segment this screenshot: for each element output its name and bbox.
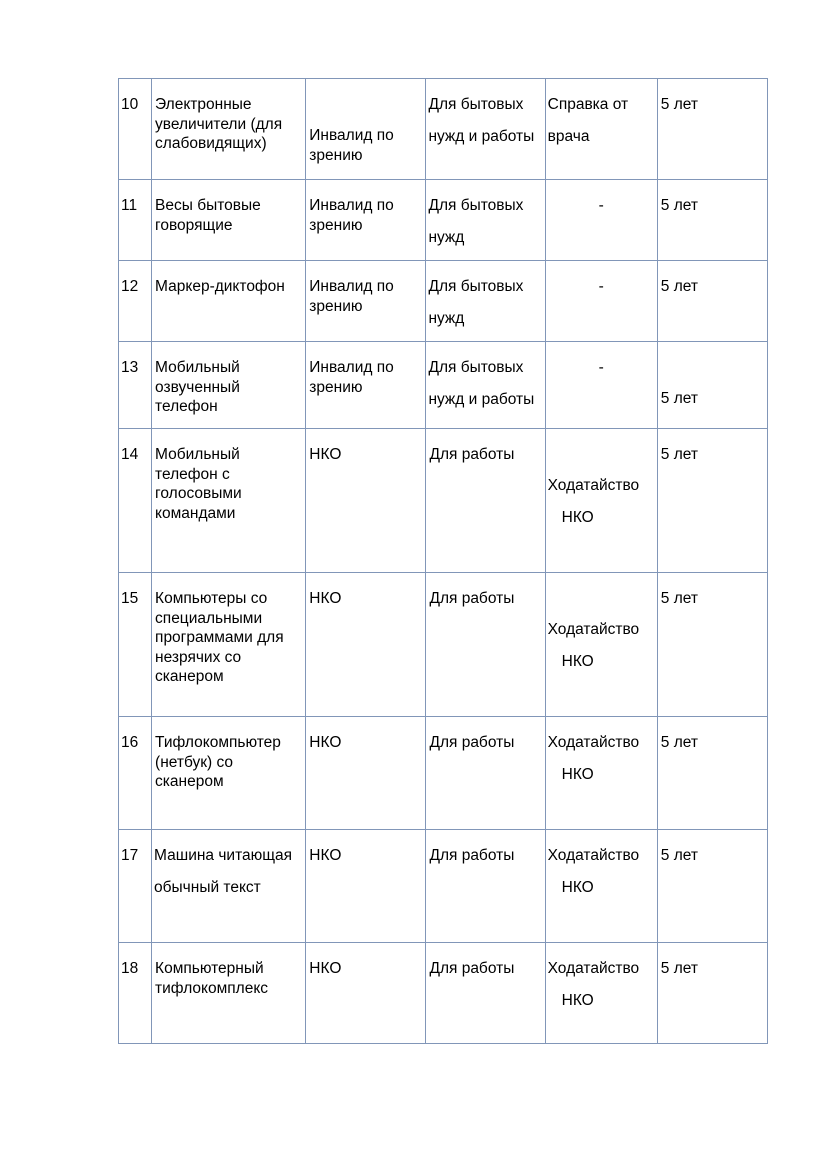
row-number: 13 [121,359,139,376]
device-name: увеличители (для [155,115,283,133]
device-name: озвученный [155,378,240,396]
device-name: программами для [155,629,284,646]
device-name: Мобильный [155,446,240,463]
device-name: Мобильный [155,359,240,376]
recipient-category: зрению [309,146,363,164]
purpose: нужд и работы [428,391,535,408]
required-document: НКО [561,766,594,783]
device-name: слабовидящих) [155,135,267,152]
table-row [119,261,768,342]
required-document: Ходатайство [547,960,640,977]
purpose: Для работы [429,446,515,463]
device-name: (нетбук) со [155,753,234,771]
device-name: Машина читающая [154,847,293,864]
device-name: Весы бытовые [155,197,261,214]
required-document: - [598,278,604,295]
row-number: 14 [121,446,139,463]
row-number: 12 [121,278,139,295]
purpose: Для работы [429,960,515,977]
device-name: Маркер-диктофон [155,278,285,295]
recipient-category: Инвалид по [309,197,394,214]
usage-term: 5 лет [660,960,698,977]
table-row [119,79,768,180]
recipient-category: НКО [309,734,342,751]
required-document: Ходатайство [547,734,640,751]
purpose: Для бытовых [428,96,524,113]
row-number: 11 [121,197,138,214]
purpose: нужд и работы [428,128,535,145]
table-row [119,342,768,429]
required-document: Ходатайство [547,477,640,494]
recipient-category: НКО [309,960,342,977]
table-row [119,830,768,943]
device-name: Тифлокомпьютер [155,734,281,751]
device-name: командами [155,504,236,522]
device-name: незрячих со [155,648,242,666]
purpose: Для бытовых [428,359,524,376]
recipient-category: Инвалид по [309,359,394,376]
device-name: Компьютеры со [155,590,268,607]
usage-term: 5 лет [660,197,698,214]
recipient-category: зрению [309,216,363,234]
purpose: Для работы [429,734,515,751]
purpose: нужд [428,229,465,246]
purpose: Для бытовых [428,278,524,295]
required-document: НКО [561,509,594,526]
row-number: 18 [121,960,139,977]
required-document: Ходатайство [547,847,640,864]
required-document: врача [547,128,590,145]
usage-term: 5 лет [660,847,698,864]
required-document: НКО [561,992,594,1009]
device-name: специальными [155,609,263,627]
row-number: 10 [121,96,139,113]
device-name: Компьютерный [155,960,264,977]
recipient-category: НКО [309,847,342,864]
table-row [119,943,768,1044]
required-document: Справка от [547,96,629,113]
required-document: - [598,359,604,376]
recipient-category: Инвалид по [309,278,394,295]
table-row [119,717,768,830]
usage-term: 5 лет [660,390,698,407]
table-row [119,180,768,261]
purpose: нужд [428,310,465,327]
recipient-category: Инвалид по [309,127,394,144]
purpose: Для работы [429,847,515,864]
device-name: говорящие [155,216,233,234]
table-row [119,429,768,573]
device-name: обычный текст [154,879,261,896]
purpose: Для бытовых [428,197,524,214]
purpose: Для работы [429,590,515,607]
usage-term: 5 лет [660,278,698,295]
row-number: 17 [121,847,139,864]
device-name: телефон с [155,465,230,483]
recipient-category: НКО [309,446,342,463]
row-number: 15 [121,590,139,607]
recipient-category: НКО [309,590,342,607]
device-name: Электронные [155,96,252,113]
device-name: телефон [155,398,218,415]
required-document: - [598,197,604,214]
recipient-category: зрению [309,378,363,396]
device-name: голосовыми [155,485,242,502]
usage-term: 5 лет [660,446,698,463]
recipient-category: зрению [309,297,363,315]
usage-term: 5 лет [660,590,698,607]
device-name: сканером [155,773,224,790]
usage-term: 5 лет [660,734,698,751]
required-document: НКО [561,879,594,896]
usage-term: 5 лет [660,96,698,113]
required-document: Ходатайство [547,621,640,638]
required-document: НКО [561,653,594,670]
table-row [119,573,768,717]
assistive-devices-table [118,78,768,1044]
device-name: сканером [155,668,224,685]
device-name: тифлокомплекс [155,979,269,997]
row-number: 16 [121,734,139,751]
